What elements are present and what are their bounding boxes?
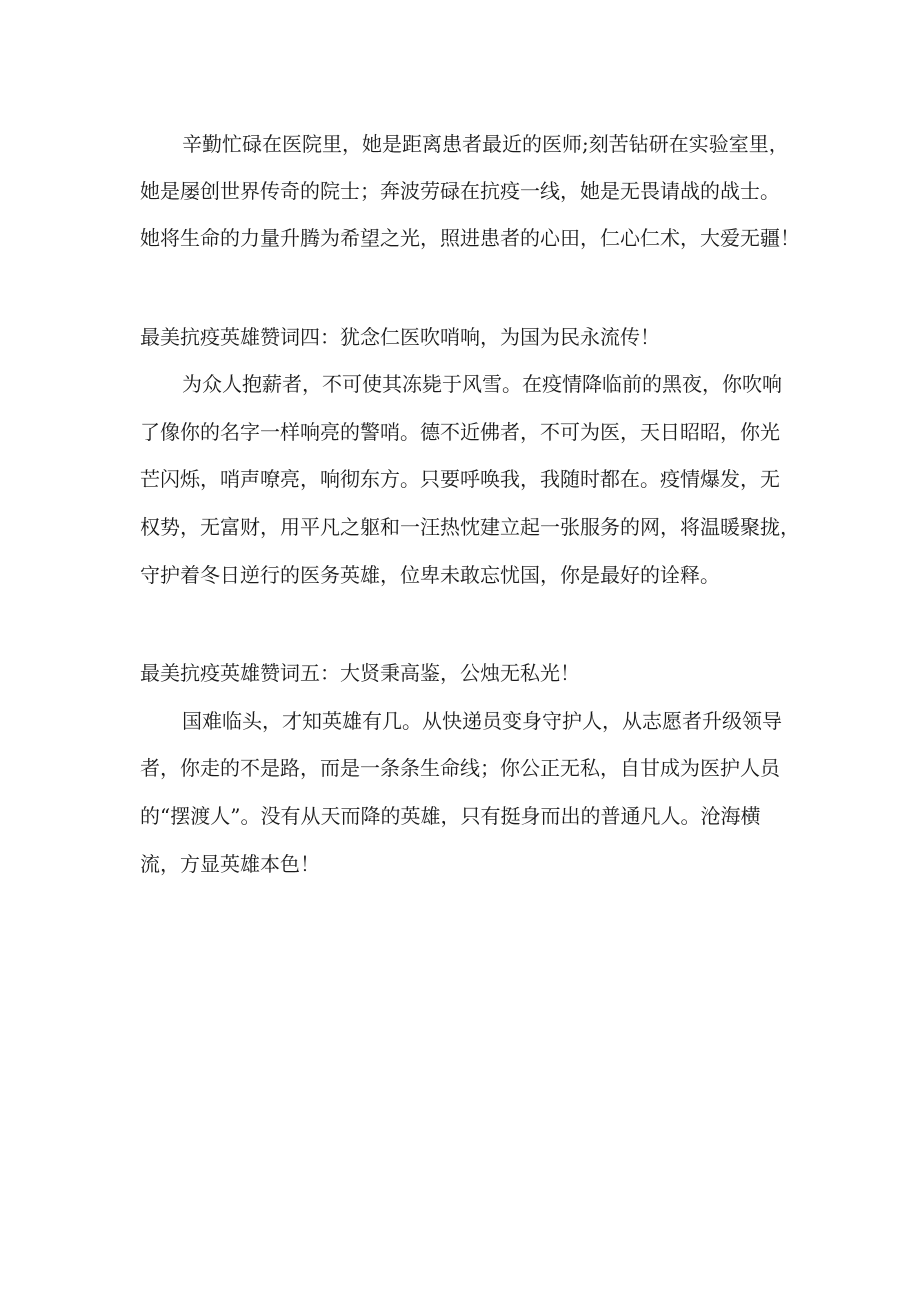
paragraph-3-line-4: 流，方显英雄本色！	[140, 852, 320, 876]
paragraph-2-line-4: 权势，无富财，用平凡之躯和一汪热忱建立起一张服务的网，将温暖聚拢，	[140, 515, 800, 539]
paragraph-1-line-1: 辛勤忙碌在医院里，她是距离患者最近的医师;刻苦钻研在实验室里，	[182, 132, 789, 156]
paragraph-1-line-3: 她将生命的力量升腾为希望之光，照进患者的心田，仁心仁术，大爱无疆！	[140, 226, 800, 250]
paragraph-3-line-2: 者，你走的不是路，而是一条条生命线；你公正无私，自甘成为医护人员	[140, 756, 780, 780]
paragraph-2-line-1: 为众人抱薪者，不可使其冻毙于风雪。在疫情降临前的黑夜，你吹响	[182, 372, 782, 396]
paragraph-2-line-5: 守护着冬日逆行的医务英雄，位卑未敢忘忧国，你是最好的诠释。	[140, 563, 720, 587]
section-heading-4: 最美抗疫英雄赞词四：犹念仁医吹哨响，为国为民永流传！	[140, 325, 660, 349]
paragraph-3-line-1: 国难临头，才知英雄有几。从快递员变身守护人，从志愿者升级领导	[182, 709, 782, 733]
section-heading-5: 最美抗疫英雄赞词五：大贤秉高鉴，公烛无私光！	[140, 661, 580, 685]
paragraph-3-line-3: 的“摆渡人”。没有从天而降的英雄，只有挺身而出的普通凡人。沧海横	[140, 804, 761, 828]
paragraph-2-line-2: 了像你的名字一样响亮的警哨。德不近佛者，不可为医，天日昭昭，你光	[140, 420, 780, 444]
paragraph-1-line-2: 她是屡创世界传奇的院士；奔波劳碌在抗疫一线，她是无畏请战的战士。	[140, 179, 780, 203]
paragraph-2-line-3: 芒闪烁，哨声嘹亮，响彻东方。只要呼唤我，我随时都在。疫情爆发，无	[140, 467, 780, 491]
